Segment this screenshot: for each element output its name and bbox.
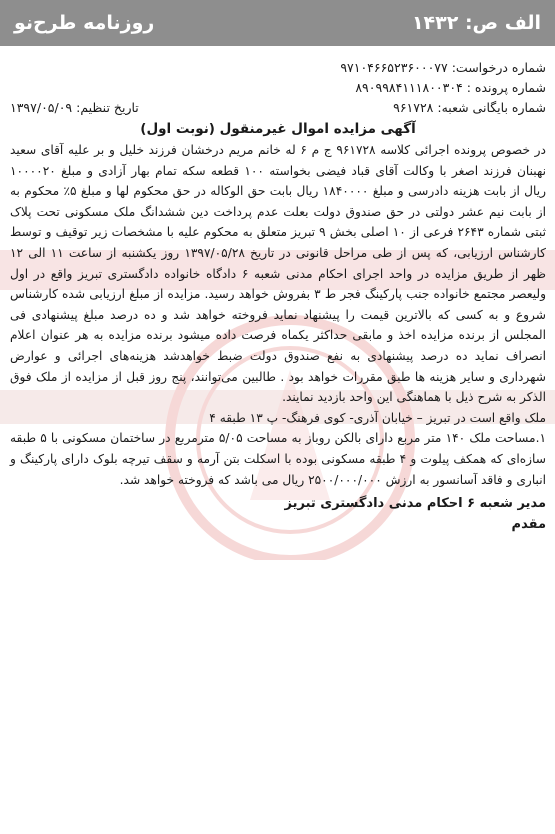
page-header	[0, 0, 555, 46]
notice-content	[10, 58, 546, 535]
archive-number: شماره بایگانی شعبه: ۹۶۱۷۲۸	[393, 100, 546, 115]
notice-title: آگهی مزایده اموال غیرمنقول (نوبت اول)	[140, 121, 416, 137]
archive-date-row	[10, 98, 546, 118]
case-number: شماره پرونده : ۸۹۰۹۹۸۴۱۱۱۸۰۰۳۰۴	[355, 80, 546, 95]
body-paragraph-main: در خصوص پرونده اجرائی کلاسه ۹۶۱۷۲۸ ج م ۶ له خانم مریم درخشان فرزند خلیل و بر علیه آقای سعید نهبنان فرزند اصغر با وکالت آقای قباد فیضی بخواسته ۱۰۰ قطعه سکه تمام بهار آزادی و مبلغ ۱۰۰۰۰۲۰ ریال از بابت هزینه دادرسی و مبلغ ۱۸۴۰۰۰۰ ریال بابت حق الوکاله در حق محکوم لها و مبلغ ۵٪ محکوم به از بابت نیم عشر دولتی در حق صندوق دولت بعلت عدم پرداخت دین ششدانگ ملک مسکونی تحت پلاک ثبتی شماره ۲۶۴۳ فرعی از ۱۰ اصلی بخش ۹ تبریز متعلق به محکوم علیه با مشخصات زیر توقیف و توسط کارشناس ارزیابی، که پس از طی مراحل قانونی در تاریخ ۱۳۹۷/۰۵/۲۸ روز یکشنبه از ساعت ۱۱ الی ۱۲ ظهر از طریق مزایده در واحد اجرای احکام مدنی شعبه ۶ دادگاه خانواده دادگستری تبریز واقع در اول ولیعصر مجتمع خانواده جنب پارکینگ فجر ط ۳ بفروش خواهد رسید. مزایده از مبلغ ارزیابی شده کارشناس شروع و به کسی که بالاترین قیمت را پیشنهاد نماید فروخته خواهد شد و ده درصد مبلغ پیشنهادی فی المجلس از برنده مزایده اخذ و مابقی حداکثر یکماه فرصت داده میشود برنده مزایده به هر عنوان اعلام انصراف نماید ده درصد پیشنهادی به نفع صندوق دولت ضبط خواهدشد هزینه‌های اجرائی و عوارض شهرداری و سایر هزینه ها طبق مقررات خواهد بود . طالبین می‌توانند، پنج روز قبل از مزایده از ملک فوق الذکر به شرح ذیل با هماهنگی این واحد بازدید نمایند.	[10, 143, 547, 405]
property-description: ۱.مساحت ملک ۱۴۰ متر مربع دارای بالکن روباز به مساحت ۵/۰۵ مترمربع در ساختمان مسکونی با ۵ طبقه سازه‌ای که همکف پیلوت و ۴ طبقه مسکونی بوده با اسکلت بتن آرمه و سقف تیرچه بلوک دارای پارکینگ و انباری و فاقد آسانسور به ارزش ۲۵۰۰/۰۰۰/۰۰۰ ریال می باشد که فروخته خواهد شد.	[10, 431, 546, 487]
issue-date: تاریخ تنظیم: ۱۳۹۷/۰۵/۰۹	[10, 100, 139, 115]
case-metadata	[10, 58, 546, 118]
property-location: ملک واقع است در تبریز – خیابان آذری- کوی فرهنگ- پ ۱۳ طبقه ۴	[209, 410, 546, 425]
signature-name: مقدم	[511, 517, 546, 533]
signature-title: مدیر شعبه ۶ احکام مدنی دادگستری تبریز	[284, 496, 546, 512]
notice-code: الف ص: ۱۴۳۲	[411, 12, 541, 34]
signature-block	[10, 493, 546, 535]
notice-body	[10, 140, 546, 490]
newspaper-name: روزنامه طرح‌نو	[14, 12, 155, 34]
request-number: شماره درخواست: ۹۷۱۰۴۶۶۵۲۳۶۰۰۰۷۷	[340, 60, 546, 75]
